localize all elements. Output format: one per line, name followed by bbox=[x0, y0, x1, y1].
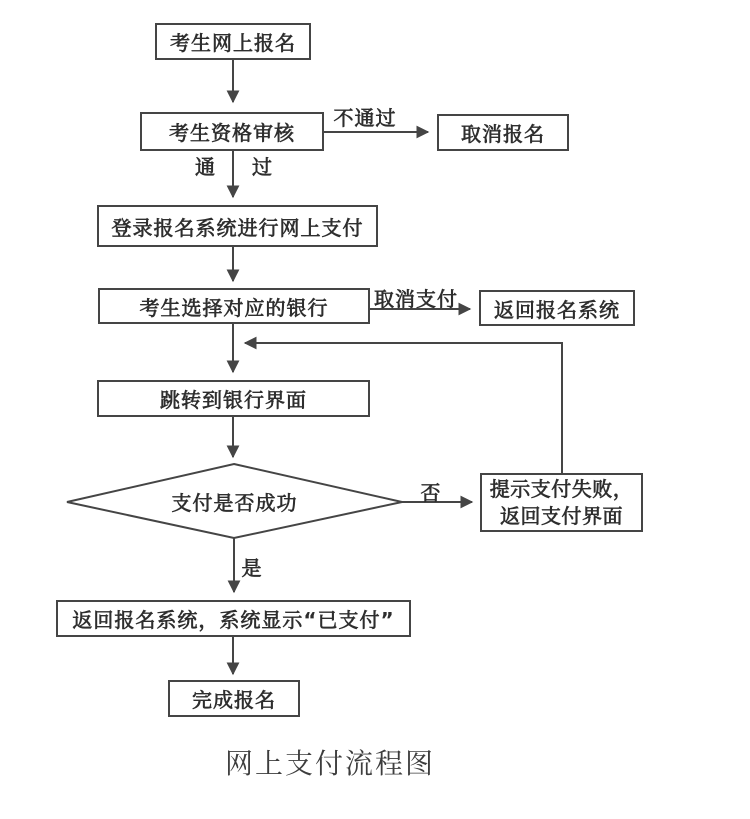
edge-label-no-text: 否 bbox=[420, 481, 442, 505]
flow-decision-payment-check bbox=[67, 464, 402, 538]
flow-node-complete bbox=[168, 680, 300, 717]
edge-label-not-pass-text: 不通过 bbox=[333, 106, 397, 130]
flow-node-register-label: 考生网上报名 bbox=[170, 31, 296, 55]
flow-node-paid-status-label: 返回报名系统，系统显示“已支付” bbox=[72, 608, 395, 632]
flow-node-cancel-registration bbox=[437, 114, 569, 151]
edge-label-cancel-payment bbox=[373, 283, 459, 312]
flow-node-return-registration-system-label: 返回报名系统 bbox=[494, 297, 620, 322]
flow-node-bank-page bbox=[97, 380, 370, 417]
flow-node-register bbox=[155, 23, 311, 60]
flow-node-payment-failed-line2: 返回支付界面 bbox=[500, 503, 623, 528]
flow-node-login-payment bbox=[97, 205, 378, 247]
edge-label-no bbox=[417, 477, 445, 506]
flow-node-cancel-registration-label: 取消报名 bbox=[461, 122, 545, 146]
flow-node-select-bank-label: 考生选择对应的银行 bbox=[139, 295, 329, 320]
flow-node-qualification-review bbox=[140, 112, 324, 151]
edge-label-pass-right-char: 过 bbox=[252, 155, 273, 179]
flow-node-bank-page-label: 跳转到银行界面 bbox=[160, 388, 307, 412]
edge-label-pass bbox=[195, 151, 273, 180]
edge-label-yes-text: 是 bbox=[241, 556, 263, 580]
edge-label-cancel-payment-text: 取消支付 bbox=[374, 287, 458, 311]
edge-label-pass-left-char: 通 bbox=[195, 155, 216, 179]
flow-node-qualification-review-label: 考生资格审核 bbox=[169, 121, 295, 145]
diagram-title-text: 网上支付流程图 bbox=[224, 747, 435, 780]
flow-node-return-registration-system bbox=[479, 290, 635, 326]
flow-node-select-bank bbox=[98, 288, 370, 324]
flow-node-payment-failed-line1: 提示支付失败， bbox=[489, 477, 634, 502]
diagram-title bbox=[130, 742, 530, 782]
flow-node-login-payment-label: 登录报名系统进行网上支付 bbox=[111, 215, 364, 240]
edge-label-yes bbox=[240, 552, 264, 581]
edge-label-not-pass bbox=[325, 102, 405, 131]
flow-node-paid-status bbox=[56, 600, 411, 637]
flow-decision-payment-check-label: 支付是否成功 bbox=[171, 490, 298, 515]
flow-node-payment-failed bbox=[480, 473, 643, 532]
flow-node-complete-label: 完成报名 bbox=[192, 688, 276, 712]
